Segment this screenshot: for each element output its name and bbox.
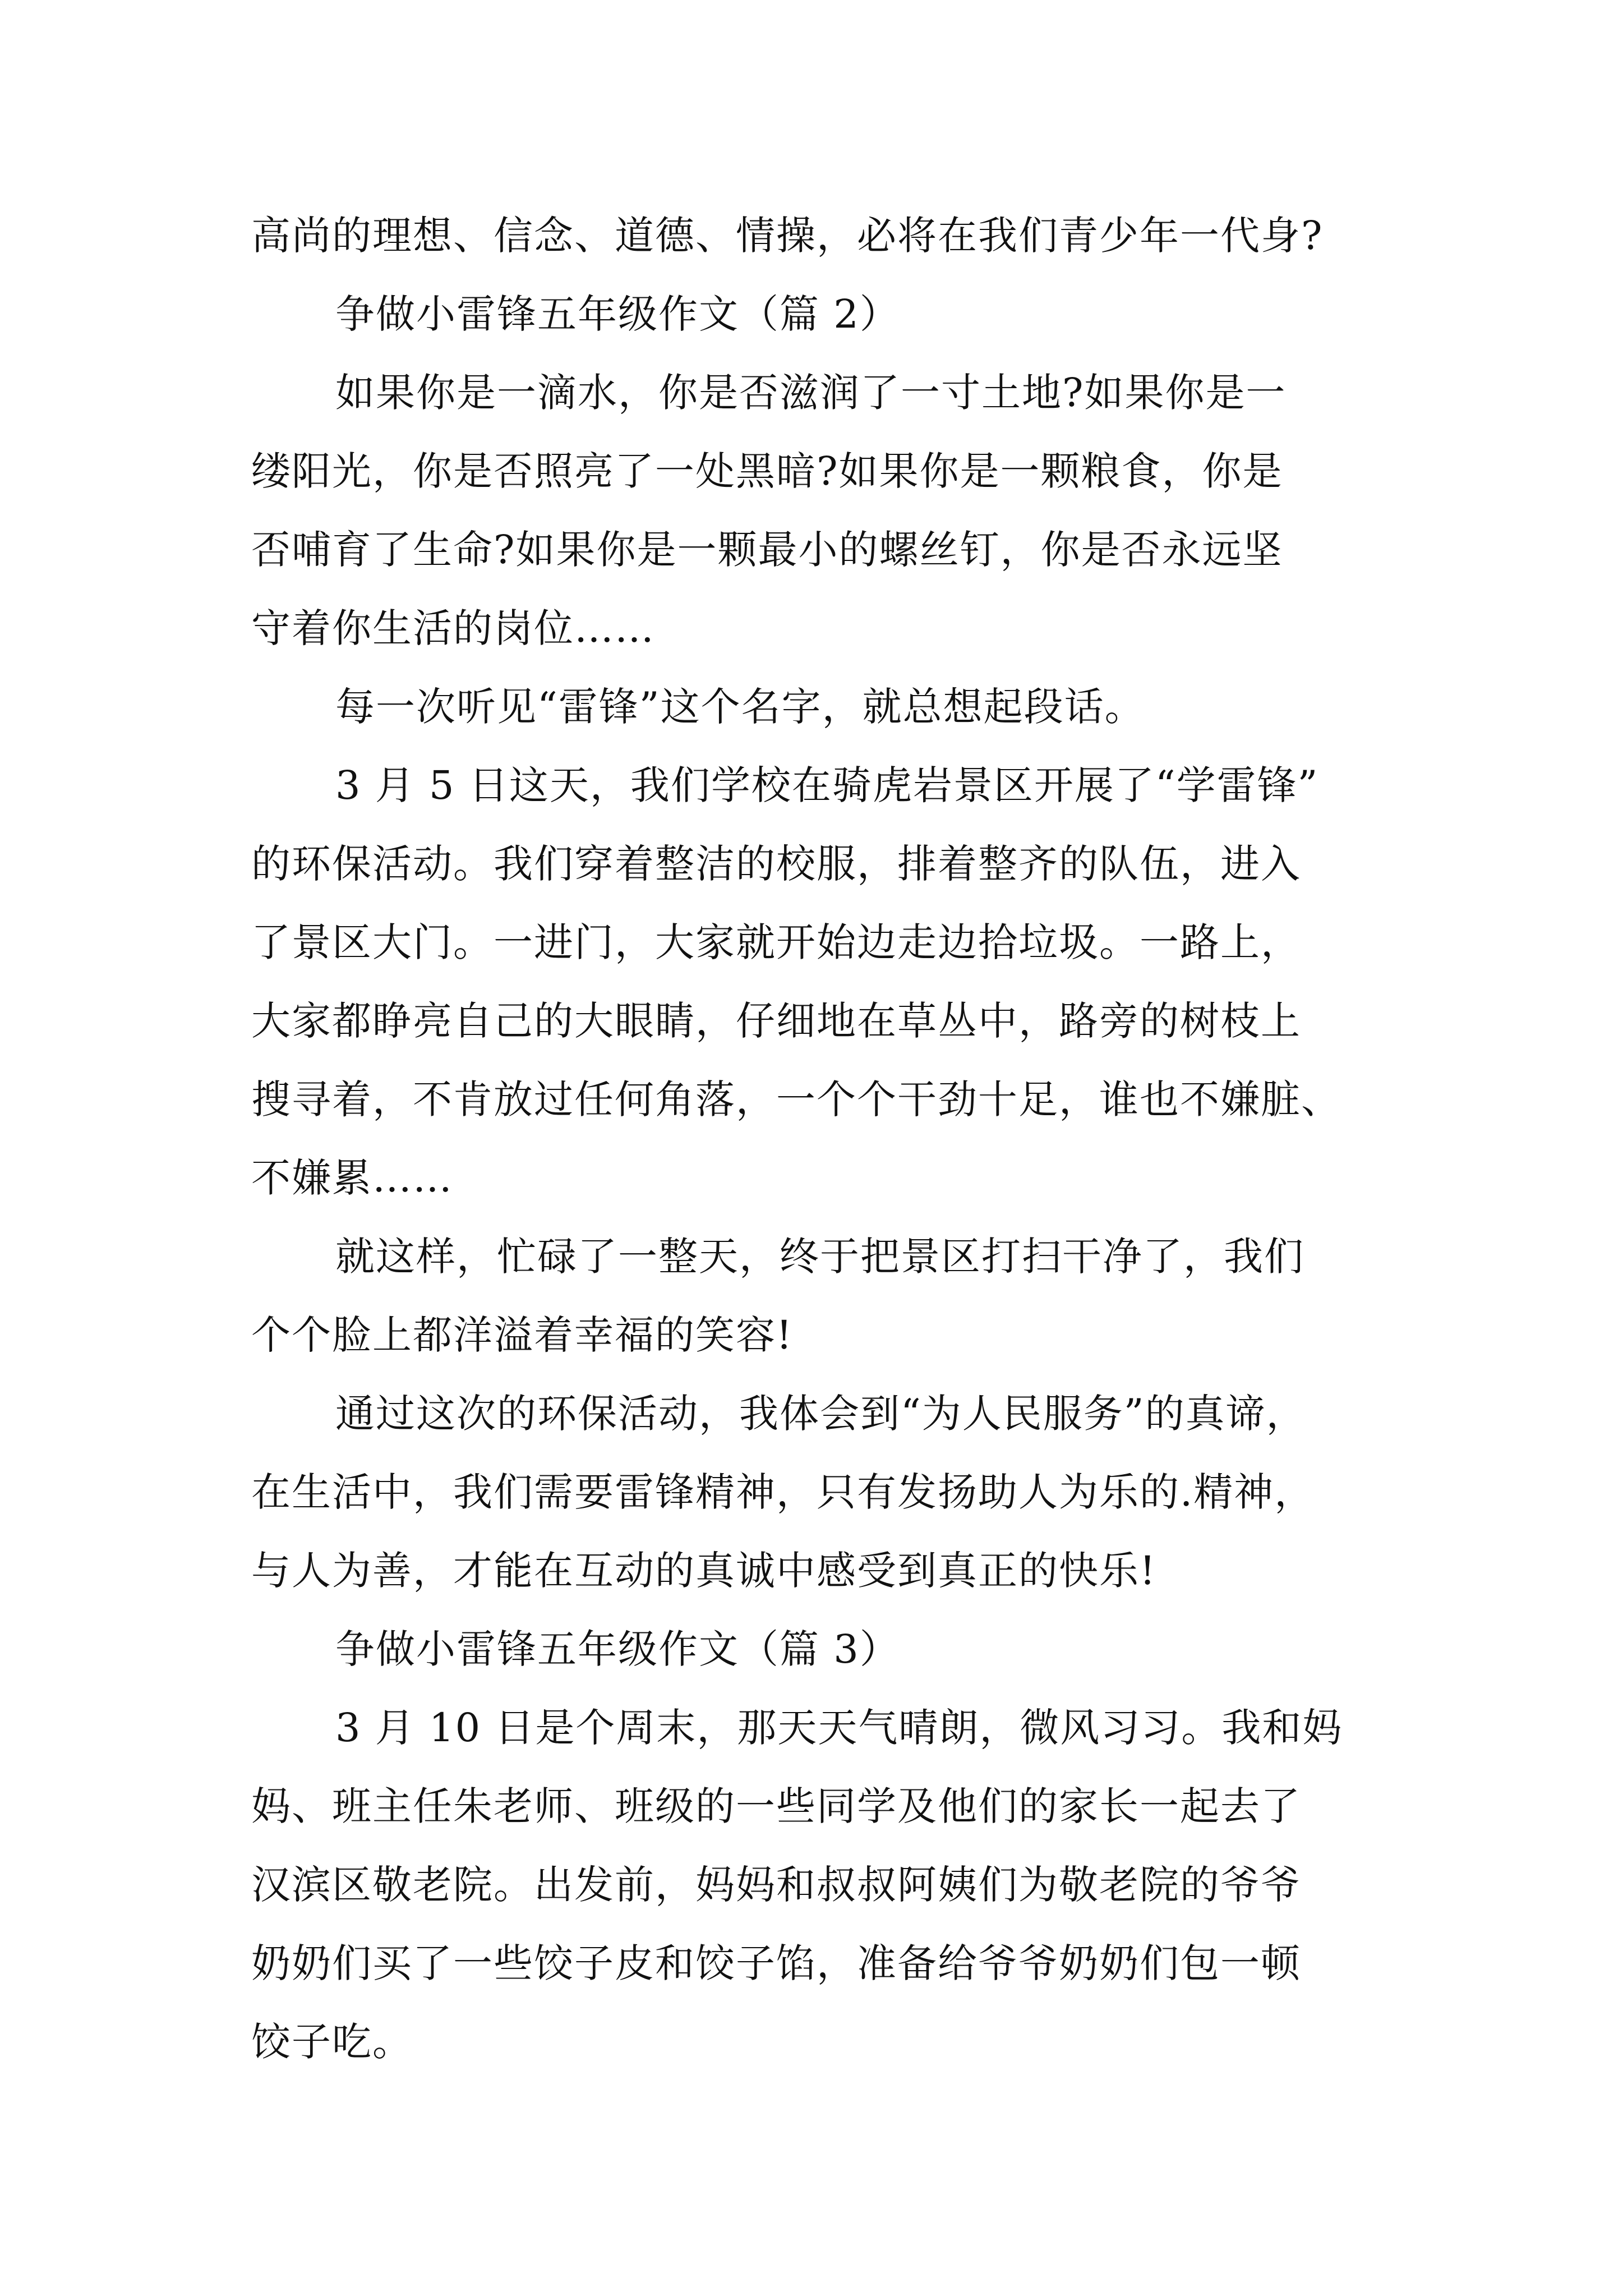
paragraph-line: 在生活中，我们需要雷锋精神，只有发扬助人为乐的.精神，	[251, 1469, 1315, 1515]
paragraph-line: 汉滨区敬老院。出发前，妈妈和叔叔阿姨们为敬老院的爷爷	[251, 1862, 1301, 1908]
paragraph-line: 守着你生活的岗位……	[251, 605, 655, 651]
paragraph-line: 奶奶们买了一些饺子皮和饺子馅，准备给爷爷奶奶们包一顿	[251, 1940, 1301, 1986]
section-heading: 争做小雷锋五年级作文（篇 3）	[335, 1626, 900, 1672]
paragraph-line: 如果你是一滴水，你是否滋润了一寸土地?如果你是一	[335, 370, 1287, 416]
paragraph-line: 大家都睁亮自己的大眼睛，仔细地在草丛中，路旁的树枝上	[251, 998, 1301, 1044]
paragraph-line: 缕阳光，你是否照亮了一处黑暗?如果你是一颗粮食，你是	[251, 448, 1283, 494]
paragraph-line: 个个脸上都洋溢着幸福的笑容!	[251, 1312, 794, 1358]
paragraph-line: 每一次听见“雷锋”这个名字，就总想起段话。	[335, 684, 1145, 730]
paragraph-line: 了景区大门。一进门，大家就开始边走边拾垃圾。一路上，	[251, 919, 1301, 965]
paragraph-line: 不嫌累……	[251, 1155, 453, 1201]
paragraph-line: 高尚的理想、信念、道德、情操，必将在我们青少年一代身?	[251, 213, 1324, 259]
paragraph-line: 的环保活动。我们穿着整洁的校服，排着整齐的队伍，进入	[251, 841, 1301, 887]
section-heading: 争做小雷锋五年级作文（篇 2）	[335, 291, 900, 337]
paragraph-line: 就这样，忙碌了一整天，终于把景区打扫干净了，我们	[335, 1234, 1304, 1280]
paragraph-line: 否哺育了生命?如果你是一颗最小的螺丝钉，你是否永远坚	[251, 527, 1283, 573]
paragraph-line: 3 月 5 日这天，我们学校在骑虎岩景区开展了“学雷锋”	[335, 762, 1319, 808]
paragraph-line: 妈、班主任朱老师、班级的一些同学及他们的家长一起去了	[251, 1783, 1301, 1829]
paragraph-line: 搜寻着，不肯放过任何角落，一个个干劲十足，谁也不嫌脏、	[251, 1076, 1341, 1122]
paragraph-line: 饺子吃。	[251, 2019, 413, 2065]
paragraph-line: 通过这次的环保活动，我体会到“为人民服务”的真谛，	[335, 1391, 1307, 1437]
paragraph-line: 3 月 10 日是个周末，那天天气晴朗，微风习习。我和妈	[335, 1705, 1343, 1751]
paragraph-line: 与人为善，才能在互动的真诚中感受到真正的快乐!	[251, 1548, 1157, 1594]
